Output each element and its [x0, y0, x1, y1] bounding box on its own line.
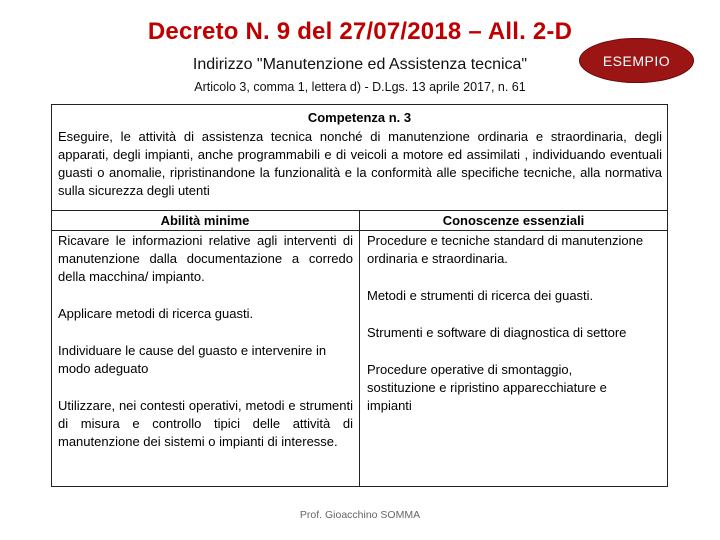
legal-reference: Articolo 3, comma 1, lettera d) - D.Lgs. 13 aprile 2017, n. 61 — [194, 80, 526, 94]
column-divider — [359, 210, 360, 487]
header-abilita: Abilità minime — [160, 213, 250, 228]
header-conoscenze: Conoscenze essenziali — [442, 213, 585, 228]
example-stamp-label: ESEMPIO — [602, 52, 671, 69]
conoscenze-item: Procedure e tecniche standard di manutenzione ordinaria e straordinaria. — [367, 233, 644, 266]
competence-title: Competenza n. 3 — [307, 110, 412, 125]
conoscenze-item: Procedure operative di smontaggio, sostituzione e ripristino apparecchiature e impianti — [367, 362, 607, 413]
page-title: Decreto N. 9 del 27/07/2018 – All. 2-D — [147, 18, 573, 45]
competence-description: Eseguire, le attività di assistenza tecnica nonché di manutenzione ordinaria e straordinaria, degli apparati, degli impianti, anche programmabili e di veicoli a motore ed assimilati , individuando eventuali guasti o anomalie, ripristinandone la funzionalità e la conformità alle specifiche tecniche, alla normativa sulla sicurezza degli utenti — [58, 129, 662, 198]
conoscenze-item: Metodi e strumenti di ricerca dei guasti. — [367, 288, 594, 303]
abilita-item: Applicare metodi di ricerca guasti. — [58, 306, 254, 321]
abilita-item: Individuare le cause del guasto e intervenire in modo adeguato — [58, 343, 327, 376]
abilita-item: Utilizzare, nei contesti operativi, metodi e strumenti di misura e controllo tipici delle attività di manutenzione dei sistemi o impianti di interesse. — [58, 398, 353, 449]
example-stamp — [579, 38, 694, 83]
page-subtitle: Indirizzo "Manutenzione ed Assistenza tecnica" — [192, 56, 528, 73]
footer-author: Prof. Gioacchino SOMMA — [299, 509, 421, 521]
abilita-item: Ricavare le informazioni relative agli interventi di manutenzione dalla documentazione a corredo della macchina/ impianto. — [58, 233, 353, 284]
conoscenze-item: Strumenti e software di diagnostica di settore — [367, 325, 627, 340]
